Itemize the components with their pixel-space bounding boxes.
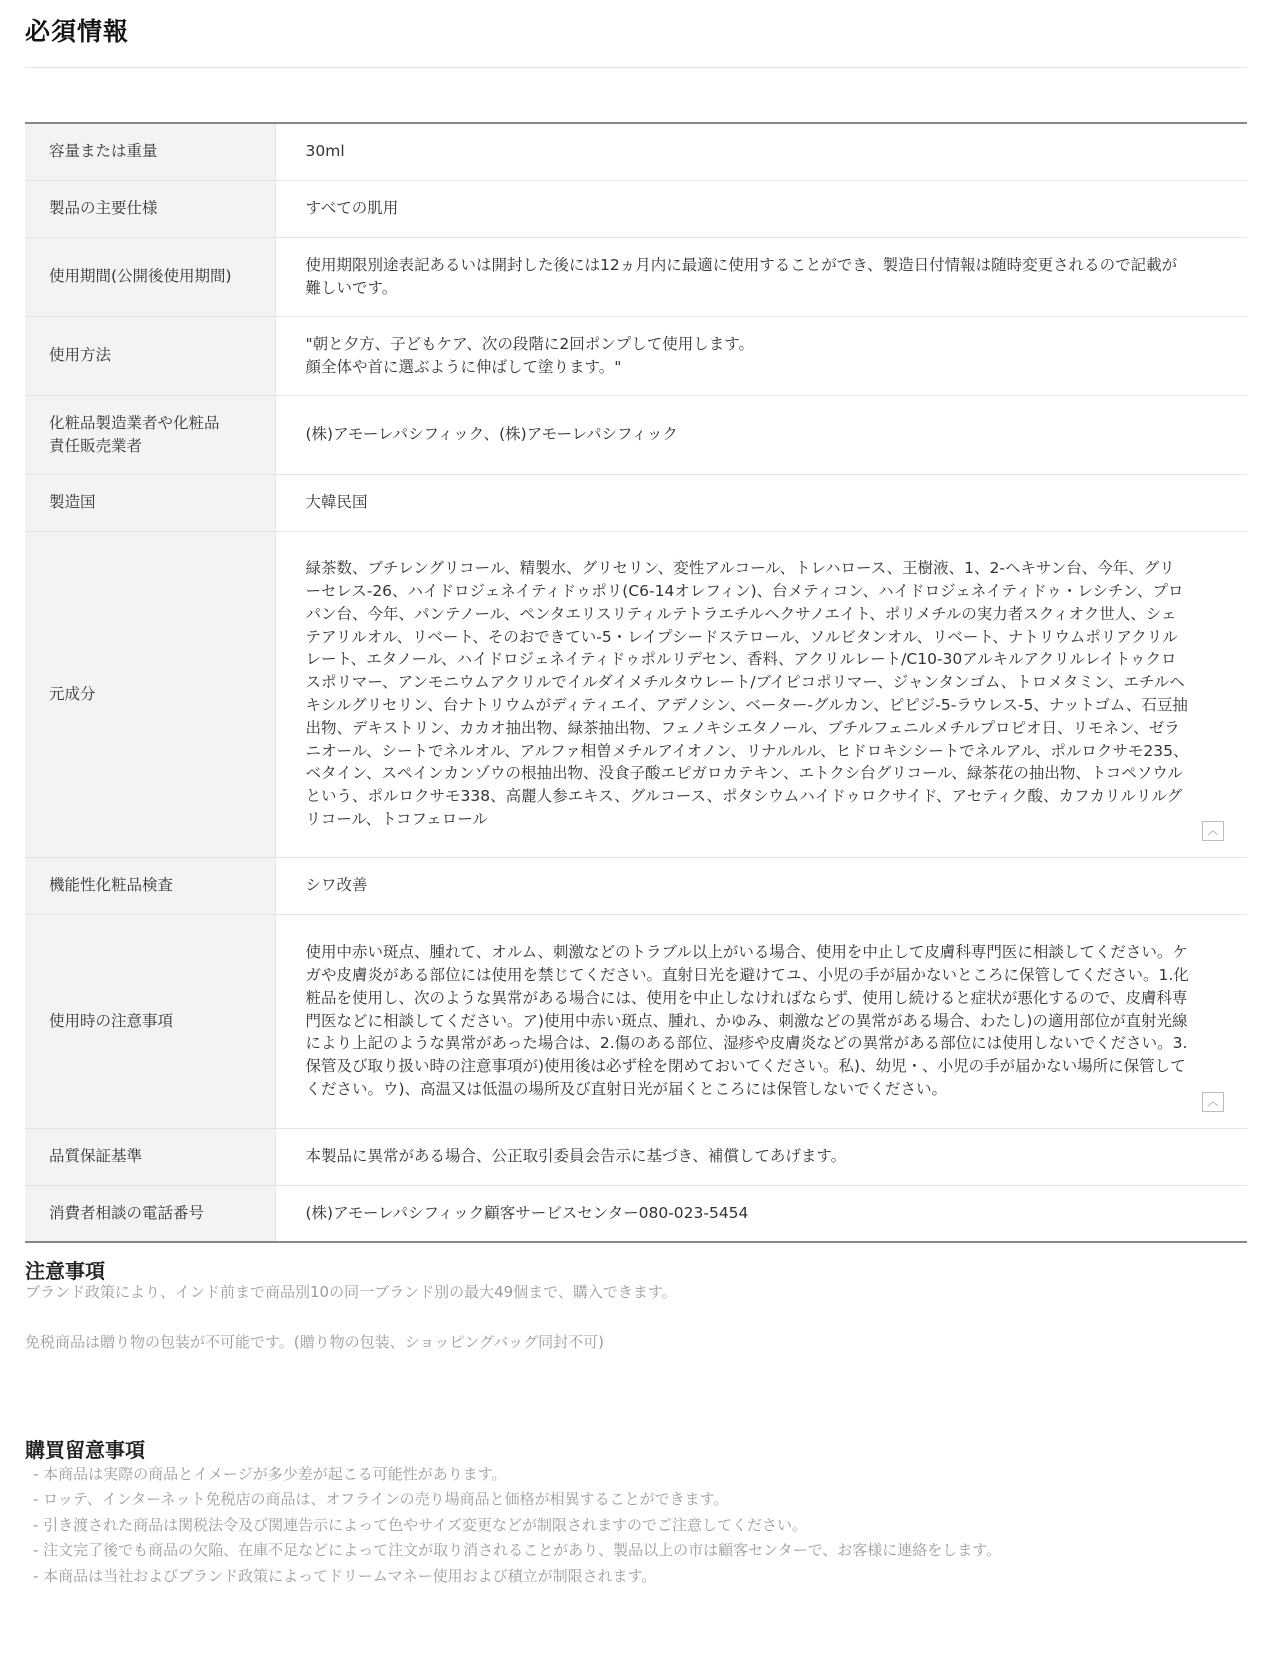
spec-value: すべての肌用 <box>305 199 399 218</box>
spec-label: 使用期間(公開後使用期間) <box>25 237 275 316</box>
table-row <box>25 1185 1247 1242</box>
table-row <box>25 395 1247 474</box>
spec-label: 化粧品製造業者や化粧品責任販売業者 <box>25 395 275 474</box>
caution-line: 免税商品は贈り物の包装が不可能です。(贈り物の包装、ショッピングバッグ同封不可) <box>25 1333 605 1351</box>
list-item: - 本商品は当社およびブランド政策によってドリームマネー使用および積立が制限されます。 <box>33 1566 657 1585</box>
chevron-up-icon: ︿ <box>1207 1094 1219 1108</box>
spec-value-cell <box>275 395 1247 474</box>
spec-value: シワ改善 <box>305 876 368 895</box>
spec-value: 使用中赤い斑点、腫れて、オルム、刺激などのトラブル以上がいる場合、使用を中止して皮膚科専門医に相談してください。ケガや皮膚炎がある部位には使用を禁じてください。直射日光を避けてユ、小児の手が届かないところに保管してください。1.化粧品を使用し、次のような異常がある場合には、使用を中止しなければならず、使用し続けると症状が悪化するので、皮膚科専門医などに相談してください。ア)使用中赤い斑点、腫れ、かゆみ、刺激などの異常がある場合、わたし)の適用部位が直射光線により上記のような異常があった場合は、2.傷のある部位、湿疹や皮膚炎などの異常がある部位には使用しないでください。3.保管及び取り扱い時の注意事項が)使用後は必ず栓を閉めておいてください。私)、幼児・、小児の手が届かない場所に保管してください。ウ)、高温又は低温の場所及び直射日光が届くところには保管しないでください。 <box>305 943 1189 1098</box>
table-row <box>25 180 1247 237</box>
spec-value: (株)アモーレパシフィック、(株)アモーレパシフィック <box>305 425 678 444</box>
spec-value-cell <box>275 857 1247 914</box>
spec-label: 使用時の注意事項 <box>25 914 275 1128</box>
spec-value-cell <box>275 237 1247 316</box>
chevron-up-icon: ︿ <box>1207 823 1219 837</box>
spec-value-cell <box>275 914 1247 1128</box>
collapse-button[interactable] <box>1202 821 1224 841</box>
list-item: - 注文完了後でも商品の欠陥、在庫不足などによって注文が取り消されることがあり、製品以上の市は顧客センターで、お客様に連絡をします。 <box>33 1541 1002 1560</box>
spec-label: 使用方法 <box>25 316 275 395</box>
spec-value: 本製品に異常がある場合、公正取引委員会告示に基づき、補償してあげます。 <box>305 1147 847 1166</box>
spec-value: 緑茶数、ブチレングリコール、精製水、グリセリン、変性アルコール、トレハロース、王樹液、1、2-ヘキサン台、今年、グリーセレス-26、ハイドロジェネイティドゥポリ(C6-14オレフィン)、台メティコン、ハイドロジェネイティドゥ・レシチン、プロパン台、今年、パンテノール、ペンタエリスリティルテトラエチルヘクサノエイト、ポリメチルの実力者スクィオク世人、シェテアリルオル、リベート、そのおできてい-5・レイプシードステロール、ソルビタンオル、リベート、ナトリウムポリアクリルレート、エタノール、ハイドロジェネイティドゥポルリデセン、香料、アクリルレート/C10-30アルキルアクリルレイトゥクロスポリマー、アンモニウムアクリルでイルダイメチルタウレート/ブイピコポリマー、ジャンタンゴム、トロメタミン、エチルヘキシルグリセリン、台ナトリウムがディティエイ、アデノシン、ベーター-グルカン、ピピジ-5-ラウレス-5、ナットゴム、石豆抽出物、デキストリン、カカオ抽出物、緑茶抽出物、フェノキシエタノール、ブチルフェニルメチルプロピオ日、リモネン、ゼラニオール、シートでネルオル、アルファ相曽メチルアイオノン、リナルルル、ヒドロキシシートでネルアル、ポルロクサモ235、ベタイン、スペインカンゾウの根抽出物、没食子酸エピガロカテキン、エトクシ台グリコール、緑茶花の抽出物、トコペソウルという、ポルロクサモ338、高麗人参エキス、グルコース、ポタシウムハイドゥロクサイド、アセティク酸、カフカリルリルグリコール、トコフェロール <box>305 559 1189 828</box>
purchase-notes-list <box>33 1462 1001 1589</box>
table-row <box>25 857 1247 914</box>
spec-label: 品質保証基準 <box>25 1128 275 1185</box>
spec-label: 機能性化粧品検査 <box>25 857 275 914</box>
caution-title: 注意事項 <box>25 1259 105 1283</box>
section-title: 必須情報 <box>25 17 130 46</box>
table-row <box>25 914 1247 1128</box>
spec-value: 大韓民国 <box>305 493 368 512</box>
spec-value-cell <box>275 474 1247 531</box>
spec-value-cell <box>275 531 1247 857</box>
spec-value: 使用期限別途表記あるいは開封した後には12ヵ月内に最適に使用することができ、製造日付情報は随時変更されるので記載が難しいです。 <box>305 255 1178 297</box>
spec-value-cell <box>275 180 1247 237</box>
spec-value-cell <box>275 1185 1247 1242</box>
caution-line: ブランド政策により、インド前まで商品別10の同一ブランド別の最大49個まで、購入できます。 <box>25 1283 677 1301</box>
list-item: - 本商品は実際の商品とイメージが多少差が起こる可能性があります。 <box>33 1465 507 1483</box>
spec-label: 製品の主要仕様 <box>25 180 275 237</box>
table-row <box>25 474 1247 531</box>
spec-value: "朝と夕方、子どもケア、次の段階に2回ポンプして使用します。 顔全体や首に選ぶように伸ばして塗ります。" <box>305 334 755 376</box>
spec-table <box>25 122 1247 1243</box>
spec-value-cell <box>275 316 1247 395</box>
spec-label: 消費者相談の電話番号 <box>25 1185 275 1242</box>
table-row <box>25 316 1247 395</box>
spec-label: 容量または重量 <box>25 123 275 180</box>
table-row <box>25 123 1247 180</box>
spec-value: (株)アモーレパシフィック顧客サービスセンター080-023-5454 <box>305 1203 749 1222</box>
collapse-button[interactable] <box>1202 1092 1224 1112</box>
purchase-notes-title: 購買留意事項 <box>25 1438 145 1462</box>
spec-label: 製造国 <box>25 474 275 531</box>
title-divider <box>25 67 1247 68</box>
table-row <box>25 531 1247 857</box>
table-row <box>25 1128 1247 1185</box>
spec-value-cell <box>275 1128 1247 1185</box>
table-row <box>25 237 1247 316</box>
list-item: - 引き渡された商品は関税法令及び関連告示によって色やサイズ変更などが制限されますのでご注意してください。 <box>33 1515 807 1534</box>
spec-label: 元成分 <box>25 531 275 857</box>
spec-value: 30ml <box>305 142 345 161</box>
spec-value-cell <box>275 123 1247 180</box>
list-item: - ロッテ、インターネット免税店の商品は、オフラインの売り場商品と価格が相異することができます。 <box>33 1490 729 1509</box>
